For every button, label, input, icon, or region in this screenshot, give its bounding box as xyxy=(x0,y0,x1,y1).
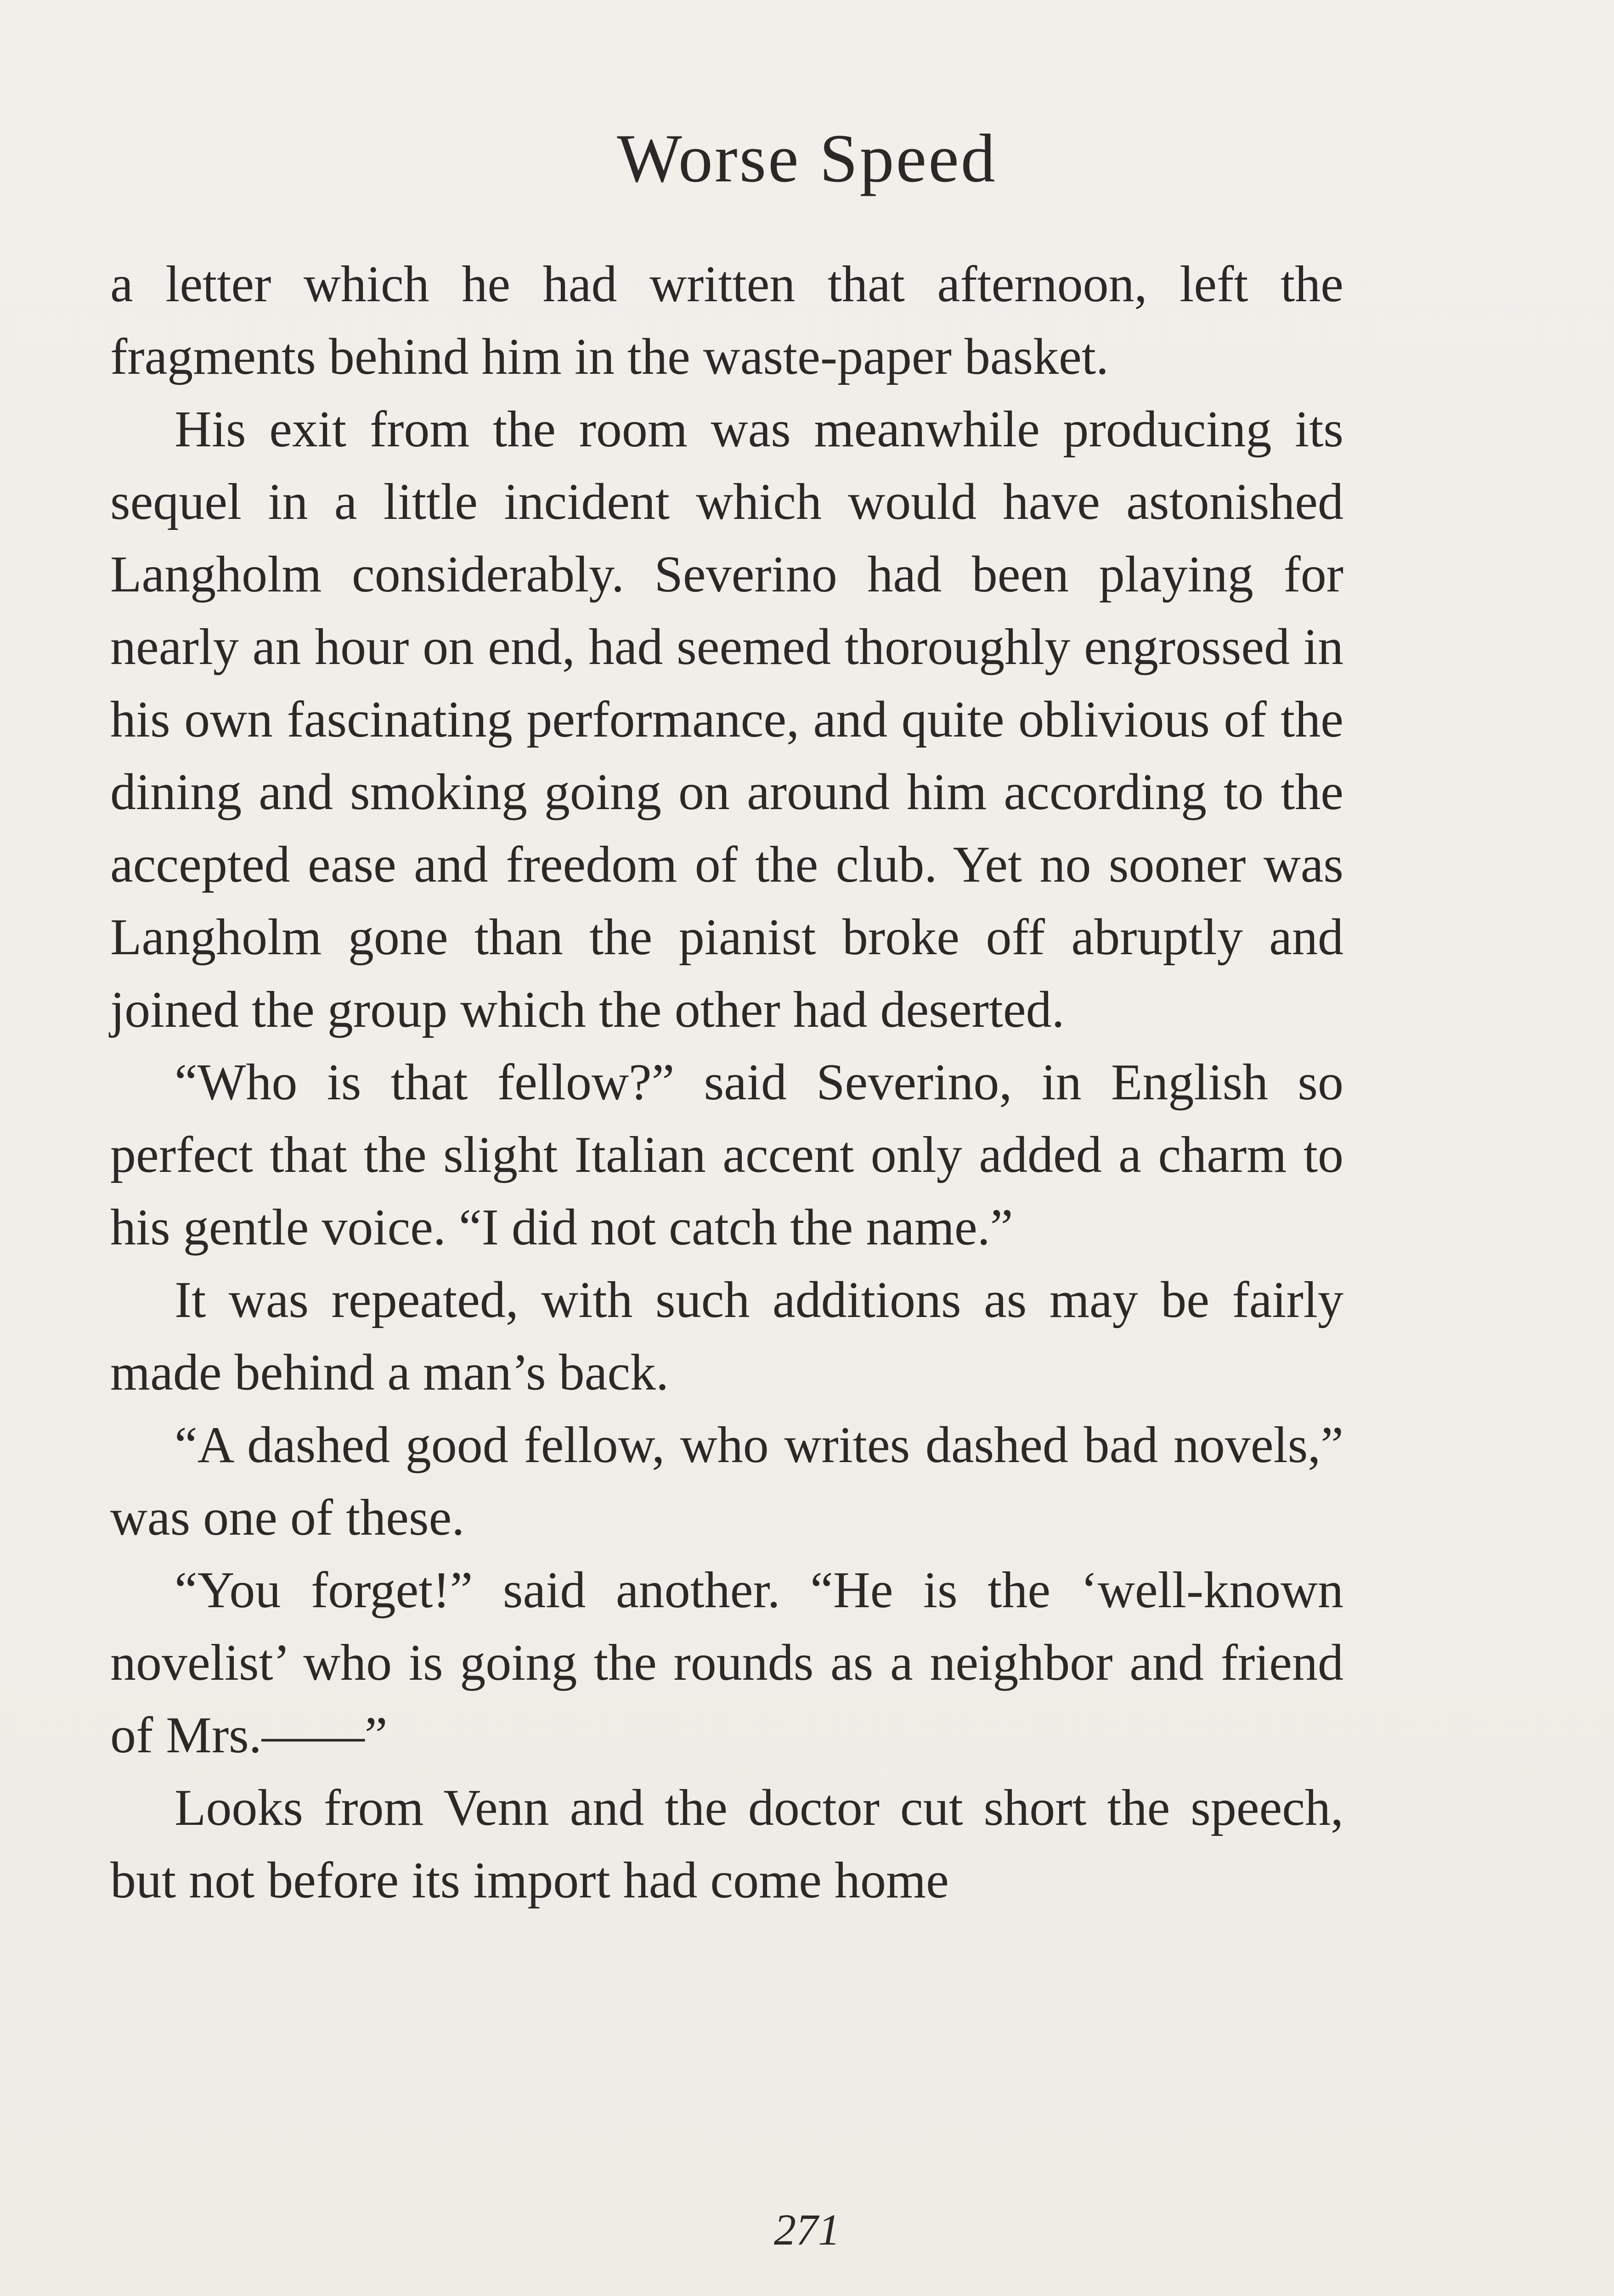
page-number: 271 xyxy=(774,2205,840,2254)
paragraph: His exit from the room was meanwhile producing its sequel in a little incident which would have astonished Langholm considerably. Severino had been playing for nearly an hour on end, had seemed thoroughly engrossed in his own fascinating performance, and quite oblivious of the dining and smoking going on around him according to the accepted ease and freedom of the club. Yet no sooner was Langholm gone than the pianist broke off abruptly and joined the group which the other had deserted. xyxy=(110,401,1343,1038)
paragraph: “You forget!” said another. “He is the ‘well-known novelist’ who is going the rounds as a neighbor and friend of Mrs.——” xyxy=(110,1562,1343,1764)
paragraph-continued: a letter which he had written that afternoon, left the fragments behind him in the waste-paper basket. xyxy=(110,256,1343,385)
running-head: Worse Speed xyxy=(617,120,997,197)
paragraph: It was repeated, with such additions as may be fairly made behind a man’s back. xyxy=(110,1272,1343,1401)
body-text xyxy=(110,248,1343,1917)
paragraph: “Who is that fellow?” said Severino, in English so perfect that the slight Italian accent only added a charm to his gentle voice. “I did not catch the name.” xyxy=(110,1054,1343,1256)
paragraph: Looks from Venn and the doctor cut short the speech, but not before its import had come home xyxy=(110,1779,1343,1909)
paragraph: “A dashed good fellow, who writes dashed bad novels,” was one of these. xyxy=(110,1417,1343,1546)
